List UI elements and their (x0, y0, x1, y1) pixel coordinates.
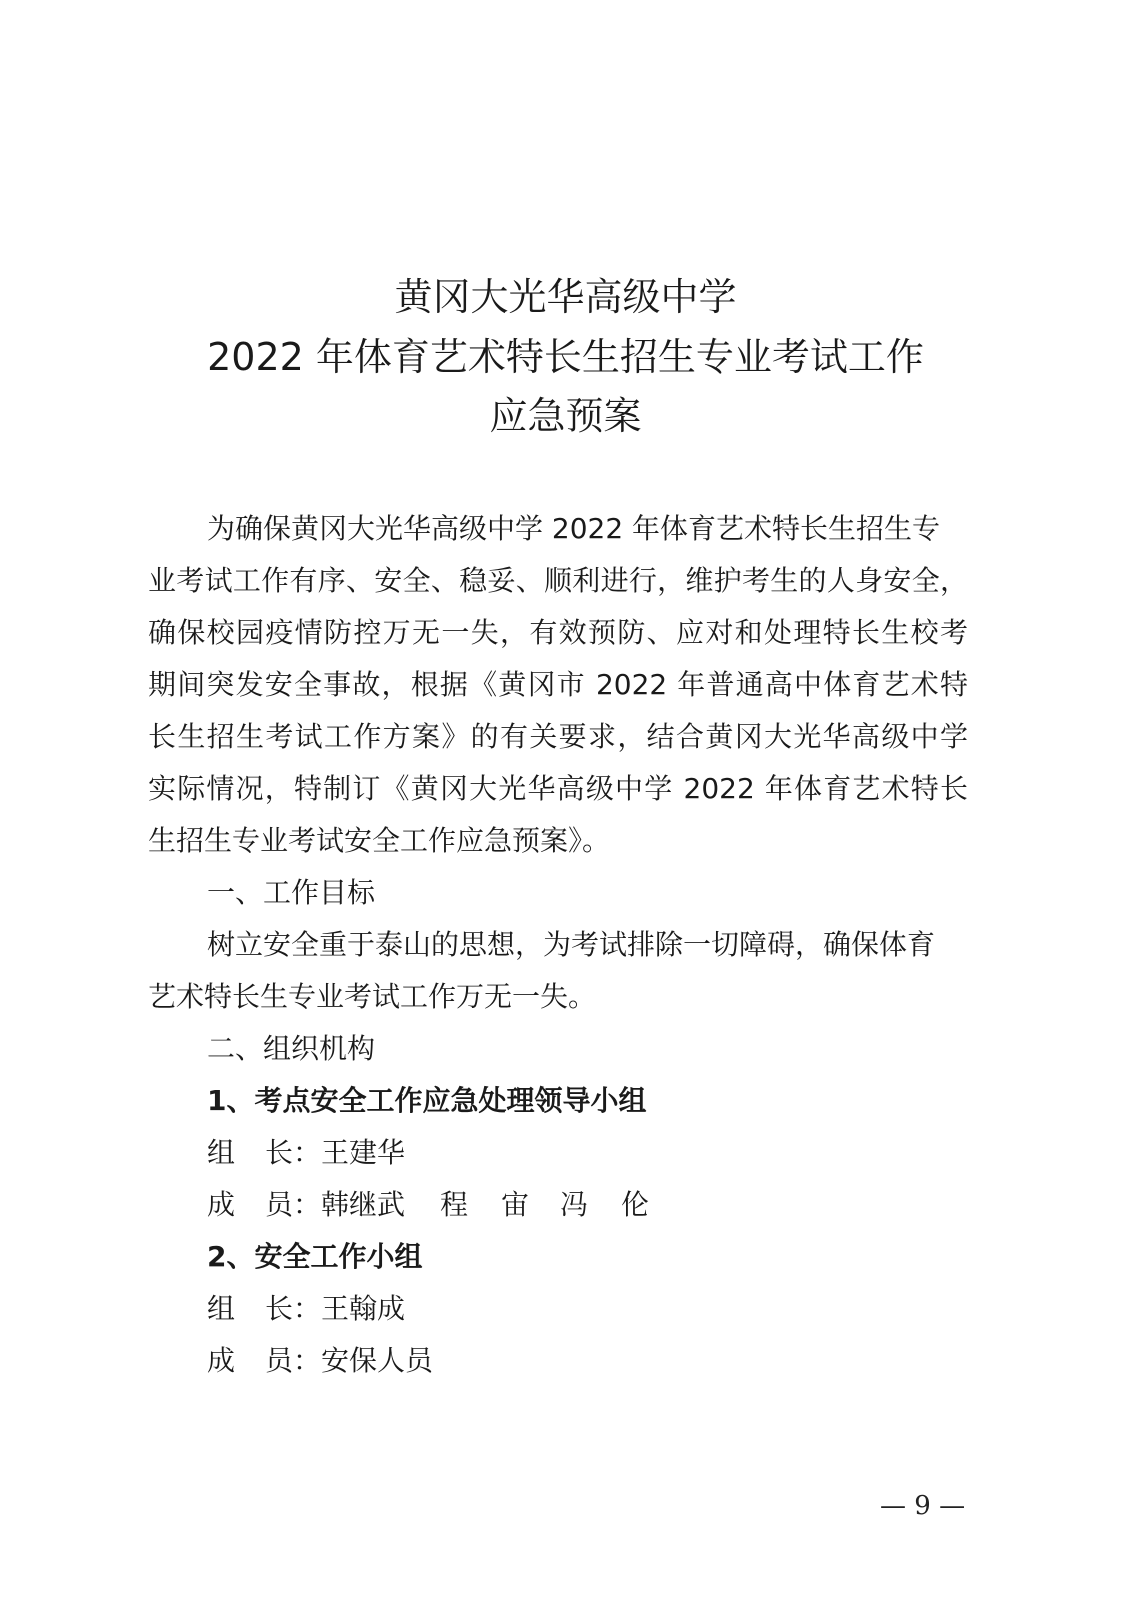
leader-name: 王建华 (321, 1136, 406, 1169)
intro-line-7: 生招生专业考试安全工作应急预案》。 (148, 824, 611, 857)
document-title-line-2: 2022 年体育艺术特长生招生专业考试工作 (207, 335, 924, 379)
member-name: 韩继武 (321, 1188, 406, 1221)
member-name: 程 (440, 1188, 469, 1221)
goals-line-2: 艺术特长生专业考试工作万无一失。 (148, 980, 597, 1013)
intro-line-2: 业考试工作有序、安全、稳妥、顺利进行，维护考生的人身安全， (148, 564, 968, 597)
intro-line-1: 为确保黄冈大光华高级中学 2022 年体育艺术特长生招生专 (207, 512, 941, 545)
subsection-heading-safety-group: 2、安全工作小组 (207, 1240, 423, 1273)
member-name: 冯 (560, 1188, 589, 1221)
intro-line-3: 确保校园疫情防控万无一失，有效预防、应对和处理特长生校考 (148, 616, 968, 649)
intro-line-6: 实际情况，特制订《黄冈大光华高级中学 2022 年体育艺术特长 (148, 772, 968, 805)
section-heading-goals: 一、工作目标 (207, 876, 376, 909)
page-number: — 9 — (880, 1491, 966, 1521)
leadership-group-members-row (207, 1188, 650, 1221)
goals-line-1: 树立安全重于泰山的思想，为考试排除一切障碍，确保体育 (207, 928, 936, 961)
section-heading-organization: 二、组织机构 (207, 1032, 376, 1065)
member-name: 伦 (621, 1188, 650, 1221)
members-label-part-2: 员： (265, 1344, 322, 1377)
safety-group-members-row (207, 1344, 434, 1377)
leader-label-part-2: 长： (265, 1136, 322, 1169)
intro-line-5: 长生招生考试工作方案》的有关要求，结合黄冈大光华高级中学 (148, 720, 968, 753)
intro-line-4: 期间突发安全事故，根据《黄冈市 2022 年普通高中体育艺术特 (148, 668, 968, 701)
document-title-line-1: 黄冈大光华高级中学 (394, 275, 737, 319)
document-title-line-3: 应急预案 (489, 394, 642, 438)
members-label-part-1: 成 (207, 1188, 236, 1221)
members-label-part-1: 成 (207, 1344, 236, 1377)
leader-label-part-1: 组 (207, 1292, 236, 1325)
members-text: 安保人员 (321, 1344, 434, 1377)
member-name: 宙 (501, 1188, 530, 1221)
leader-label-part-1: 组 (207, 1136, 236, 1169)
members-label-part-2: 员： (265, 1188, 322, 1221)
leadership-group-leader-row (207, 1136, 406, 1169)
subsection-heading-leadership-group: 1、考点安全工作应急处理领导小组 (207, 1084, 647, 1117)
safety-group-leader-row (207, 1292, 406, 1325)
leader-label-part-2: 长： (265, 1292, 322, 1325)
leader-name: 王翰成 (321, 1292, 406, 1325)
